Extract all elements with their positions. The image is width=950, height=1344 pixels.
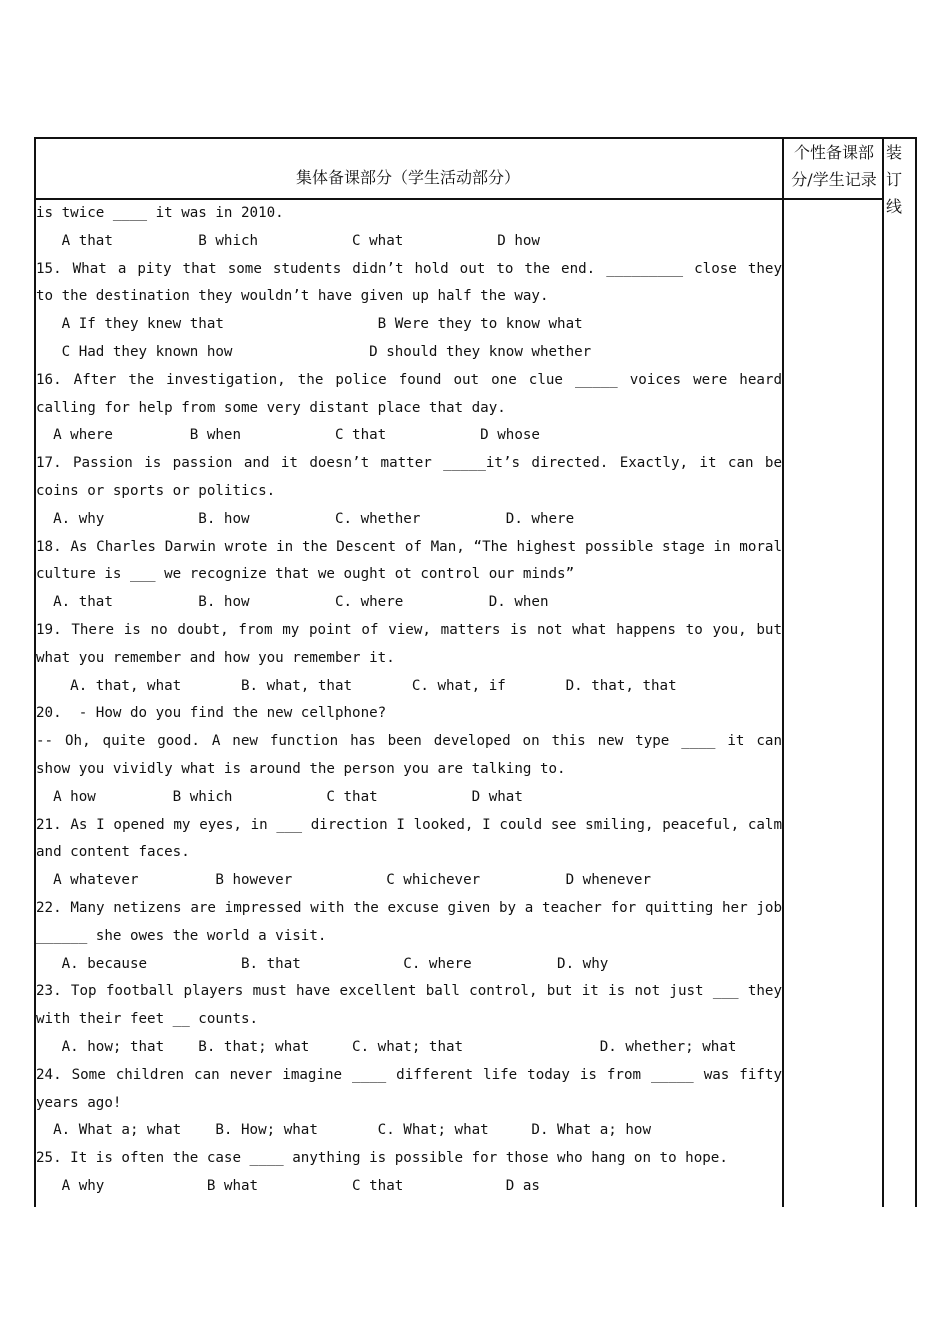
- table-right-border: [915, 137, 917, 1207]
- binding-char-1: 装: [886, 143, 903, 162]
- text-line: 16. After the investigation, the police found out one clue _____ voices were heard: [36, 371, 782, 388]
- binding-char-3: 线: [886, 197, 903, 216]
- text-line: A that B which C what D how: [36, 232, 540, 249]
- text-line: A. that B. how C. where D. when: [36, 594, 549, 611]
- table-top-border: [34, 137, 917, 139]
- text-line: -- Oh, quite good. A new function has been developed on this new type ____ it can: [36, 733, 782, 750]
- text-line: 22. Many netizens are impressed with the excuse given by a teacher for quitting her job: [36, 899, 782, 916]
- main-column-header: 集体备课部分（学生活动部分）: [295, 168, 520, 187]
- text-line: A how B which C that D what: [36, 788, 523, 805]
- side-column-header: [786, 139, 882, 193]
- text-line: ______ she owes the world a visit.: [36, 927, 327, 944]
- text-line: 18. As Charles Darwin wrote in the Descent of Man, “The highest possible stage in moral: [36, 538, 782, 555]
- text-line: A. why B. how C. whether D. where: [36, 510, 575, 527]
- text-line: A. that, what B. what, that C. what, if D. that, that: [36, 677, 677, 694]
- binding-char-2: 订: [886, 170, 903, 189]
- text-line: A. how; that B. that; what C. what; that D. whether; what: [36, 1038, 737, 1055]
- text-line: to the destination they wouldn’t have given up half the way.: [36, 288, 549, 305]
- text-line: is twice ____ it was in 2010.: [36, 205, 284, 221]
- side-header-line-2: 分/学生记录: [791, 170, 877, 189]
- text-line: what you remember and how you remember it.: [36, 649, 395, 666]
- text-line: show you vividly what is around the person you are talking to.: [36, 760, 566, 777]
- text-line: years ago!: [36, 1094, 122, 1111]
- text-line: C Had they known how D should they know whether: [36, 343, 592, 360]
- text-line: A why B what C that D as: [36, 1177, 540, 1194]
- text-line: A. because B. that C. where D. why: [36, 955, 609, 972]
- text-line: 23. Top football players must have excellent ball control, but it is not just ___ they: [36, 983, 782, 1000]
- text-line: 21. As I opened my eyes, in ___ direction I looked, I could see smiling, peaceful, calm: [36, 816, 782, 833]
- text-line: coins or sports or politics.: [36, 482, 276, 499]
- text-line: A whatever B however C whichever D whenever: [36, 872, 651, 889]
- text-line: A. What a; what B. How; what C. What; what D. What a; how: [36, 1122, 651, 1139]
- text-line: 15. What a pity that some students didn’t hold out to the end. _________ close they: [36, 260, 782, 277]
- text-line: 17. Passion is passion and it doesn’t matter _____it’s directed. Exactly, it can be: [36, 455, 782, 472]
- text-line: 25. It is often the case ____ anything is possible for those who hang on to hope.: [36, 1150, 728, 1167]
- text-line: 19. There is no doubt, from my point of view, matters is not what happens to you, but: [36, 621, 782, 638]
- binding-line-label: [886, 139, 914, 220]
- text-line: and content faces.: [36, 844, 190, 861]
- text-line: A where B when C that D whose: [36, 427, 540, 444]
- question-content: [36, 200, 782, 1201]
- text-line: culture is ___ we recognize that we ought ot control our minds”: [36, 566, 575, 583]
- text-line: with their feet __ counts.: [36, 1011, 259, 1028]
- text-line: calling for help from some very distant place that day.: [36, 399, 506, 416]
- text-line: 20. - How do you find the new cellphone?: [36, 705, 387, 722]
- column-divider-main: [782, 137, 784, 1207]
- column-divider-side: [882, 137, 884, 1207]
- text-line: A If they knew that B Were they to know what: [36, 316, 583, 333]
- side-header-line-1: 个性备课部: [793, 143, 874, 162]
- text-line: 24. Some children can never imagine ____ different life today is from _____ was fifty: [36, 1066, 782, 1083]
